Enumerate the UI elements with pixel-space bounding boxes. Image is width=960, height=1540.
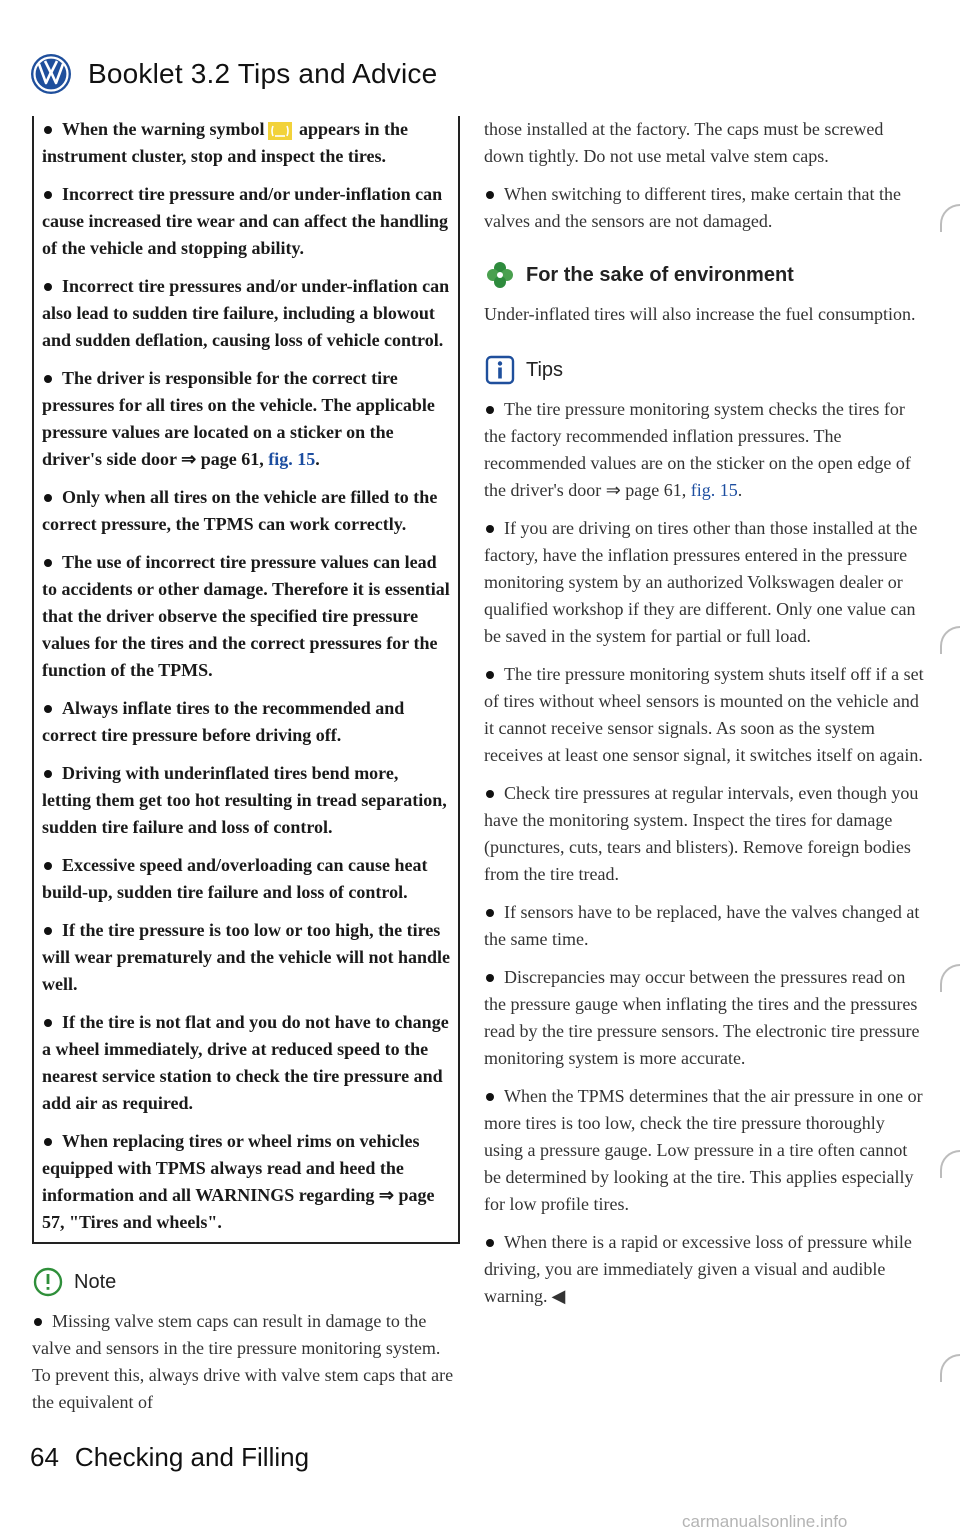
item-text: Incorrect tire pressure and/or under-inflation can cause increased tire wear and can affect the handling of the vehicle and stopping ability. (42, 184, 448, 258)
warning-item (42, 1128, 450, 1236)
item-text: If the tire is not flat and you do not have to change a wheel immediately, drive at reduced speed to the nearest service station to check the tire pressure and add air as required. (42, 1012, 449, 1113)
watermark: carmanualsonline.info (682, 1512, 848, 1531)
bullet-icon (486, 406, 494, 414)
tips-item (484, 1083, 924, 1218)
bullet-icon (44, 283, 52, 291)
page-header (30, 48, 437, 100)
environment-clover-icon (484, 259, 516, 291)
bullet-icon (486, 974, 494, 982)
note-paragraph (32, 1308, 460, 1416)
bullet-icon (34, 1318, 42, 1326)
tips-item (484, 1229, 924, 1310)
item-text-end: appears in the instrument cluster, stop and inspect the tires. (42, 119, 409, 166)
environment-text: Under-inflated tires will also increase the fuel consumption. (484, 304, 916, 324)
note-circle-icon (32, 1266, 64, 1298)
warning-box (32, 116, 460, 1244)
tips-item (484, 899, 924, 953)
bullet-icon (486, 790, 494, 798)
page-footer (30, 1442, 309, 1473)
item-text: The tire pressure monitoring system checks the tires for the factory recommended inflation pressures. The recommended values are on the sticker on the open edge of the driver's door ⇒ page 61, (484, 399, 911, 500)
tips-list (484, 396, 924, 1310)
edge-bookmark-mark (940, 1150, 960, 1178)
figure-link[interactable]: fig. 15 (268, 449, 316, 469)
warning-item (42, 273, 450, 354)
warning-item (42, 484, 450, 538)
warning-item (42, 760, 450, 841)
warning-item (42, 116, 450, 170)
environment-title: For the sake of environment (526, 263, 794, 286)
bullet-icon (486, 191, 494, 199)
environment-heading (484, 259, 924, 291)
warning-item (42, 549, 450, 684)
item-text: If you are driving on tires other than those installed at the factory, have the inflation pressures entered in the pressure monitoring system by an authorized Volkswagen dealer or qualified workshop if they are different. Only one value can be saved in the system for partial or full load. (484, 518, 918, 646)
item-text-end: . (737, 480, 743, 500)
bullet-icon (44, 927, 52, 935)
figure-link[interactable]: fig. 15 (690, 480, 738, 500)
bullet-icon (486, 1239, 494, 1247)
bullet-icon (44, 191, 52, 199)
note-continued: those installed at the factory. The caps must be screwed down tightly. Do not use metal valve stem caps. (484, 119, 884, 166)
end-of-section-icon: ◀ (551, 1286, 566, 1306)
edge-bookmark-mark (940, 964, 960, 992)
booklet-title: Booklet 3.2 Tips and Advice (88, 58, 438, 89)
item-text: Check tire pressures at regular intervals, even though you have the monitoring system. Inspect the tires for damage (punctures, cuts, tears and blisters). Remove foreign bodies from the tire tread. (484, 783, 919, 884)
bullet-icon (486, 909, 494, 917)
warning-item (42, 695, 450, 749)
item-text: The driver is responsible for the correct tire pressures for all tires on the vehicle. The applicable pressure values are located on a sticker on the driver's side door ⇒ page 61, (42, 368, 435, 469)
item-text: Discrepancies may occur between the pressures read on the pressure gauge when inflating the tires and the pressures read by the tire pressure sensors. The electronic tire pressure monitoring system is more accurate. (484, 967, 920, 1068)
item-text: Only when all tires on the vehicle are filled to the correct pressure, the TPMS can work correctly. (42, 487, 438, 534)
item-text: The use of incorrect tire pressure values can lead to accidents or other damage. Therefore it is essential that the driver observe the specified tire pressure values for the tires and the correct pressures for the function of the TPMS. (42, 552, 450, 680)
right-column (484, 116, 924, 1321)
item-text-end: . (315, 449, 320, 469)
tips-item (484, 661, 924, 769)
item-text: When the warning symbol (62, 119, 265, 139)
note-text: Missing valve stem caps can result in damage to the valve and sensors in the tire pressure monitoring system. To prevent this, always drive with valve stem caps that are the equivalent of (32, 1311, 454, 1412)
note-bullet-text: When switching to different tires, make certain that the valves and the sensors are not damaged. (484, 184, 902, 231)
note-bullet-switching (484, 181, 924, 235)
page-number: 64 (30, 1442, 59, 1472)
bullet-icon (486, 525, 494, 533)
item-text: Incorrect tire pressures and/or under-inflation can also lead to sudden tire failure, including a blowout and sudden deflation, causing loss of vehicle control. (42, 276, 450, 350)
item-text: When the TPMS determines that the air pressure in one or more tires is too low, check the tire pressure thoroughly using a pressure gauge. Low pressure in a tire often cannot be determined by looking at the tire. This applies especially for low profile tires. (484, 1086, 923, 1214)
bullet-icon (44, 862, 52, 870)
item-text: Always inflate tires to the recommended and correct tire pressure before driving off. (42, 698, 405, 745)
note-title: Note (74, 1270, 117, 1293)
bullet-icon (44, 770, 52, 778)
bullet-icon (44, 1019, 52, 1027)
bullet-icon (44, 126, 52, 134)
bullet-icon (44, 1138, 52, 1146)
edge-bookmark-mark (940, 204, 960, 232)
item-text: When there is a rapid or excessive loss of pressure while driving, you are immediately given a visual and audible warning. (484, 1232, 912, 1306)
edge-bookmark-mark (940, 1354, 960, 1382)
warning-item (42, 852, 450, 906)
tips-item (484, 964, 924, 1072)
warning-item (42, 1009, 450, 1117)
info-tips-icon (484, 354, 516, 386)
warning-item (42, 181, 450, 262)
bullet-icon (44, 375, 52, 383)
warning-item (42, 365, 450, 473)
item-text: If sensors have to be replaced, have the valves changed at the same time. (484, 902, 920, 949)
bullet-icon (486, 1093, 494, 1101)
tips-title: Tips (526, 358, 564, 381)
vw-logo-icon (30, 53, 72, 95)
tire-pressure-warning-icon (267, 121, 293, 141)
section-name: Checking and Filling (74, 1442, 310, 1472)
warning-item (42, 917, 450, 998)
tips-item (484, 396, 924, 504)
item-text: Driving with underinflated tires bend more, letting them get too hot resulting in tread separation, sudden tire failure and loss of control. (42, 763, 447, 837)
item-text: Excessive speed and/overloading can cause heat build-up, sudden tire failure and loss of control. (42, 855, 428, 902)
tips-item (484, 780, 924, 888)
bullet-icon (44, 705, 52, 713)
item-text: When replacing tires or wheel rims on vehicles equipped with TPMS always read and heed the information and all WARNINGS regarding ⇒ page 57, "Tires and wheels". (42, 1131, 435, 1232)
edge-bookmark-mark (940, 626, 960, 654)
tips-item (484, 515, 924, 650)
item-text: The tire pressure monitoring system shuts itself off if a set of tires without wheel sensors is mounted on the vehicle and it cannot receive sensor signals. As soon as the system receives at least one sensor signal, it switches itself on again. (484, 664, 924, 765)
item-text: If the tire pressure is too low or too high, the tires will wear prematurely and the vehicle will not handle well. (42, 920, 450, 994)
bullet-icon (486, 671, 494, 679)
bullet-icon (44, 559, 52, 567)
bullet-icon (44, 494, 52, 502)
left-column (32, 116, 460, 1427)
tips-heading (484, 354, 924, 386)
note-heading (32, 1266, 460, 1298)
